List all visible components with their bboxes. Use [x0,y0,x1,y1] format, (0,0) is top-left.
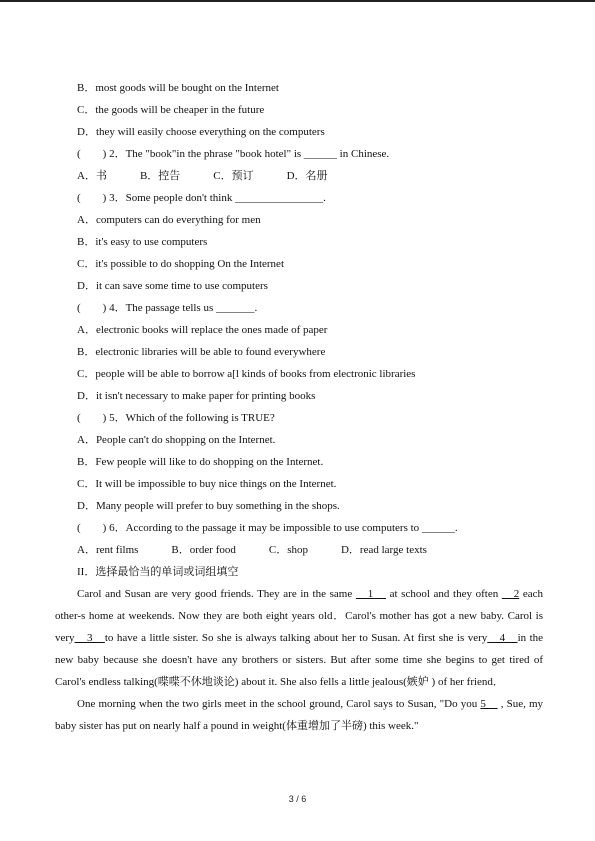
option-line: B．most goods will be bought on the Internet [77,82,279,94]
passage-text: each other-s home at weekends. Now they are both eight years old．Carol's mother has got a new baby. Carol is very [55,588,544,644]
passage-text: at school and they often [385,588,502,600]
option-line: B．it's easy to use computers [77,236,208,248]
blank-1: 1 [355,588,386,600]
passage-text: to have a little sister. So she is always talking about her to Susan. At first she is very [104,632,488,644]
option-line: C．people will be able to borrow a[l kinds of books from electronic libraries [77,368,416,380]
option-line: C．the goods will be cheaper in the future [77,104,265,116]
cloze-paragraph-2 [55,693,543,737]
document-body [55,77,543,737]
cloze-paragraph-1 [55,583,543,693]
option-line: A．People can't do shopping on the Internet. [77,434,276,446]
blank-4: 4 [487,632,518,644]
option-line: D．they will easily choose everything on the computers [77,126,325,138]
option-line: A．computers can do everything for men [77,214,261,226]
question-3: ( ) 3．Some people don't think ________________. [77,192,326,204]
passage-text: in the new baby because she doesn't have any brothers or sisters. But after some time she begins to get tired of Carol's endless talking(喋喋不休地谈论) about it. She also fells a little jealous(嫉妒 ) of her friend． [55,632,544,688]
option-line: D．Many people will prefer to buy something in the shops. [77,500,340,512]
blank-3: 3 [74,632,105,644]
question-2: ( ) 2．The "book"in the phrase "book hotel" is ______ in Chinese. [77,148,390,160]
top-rule [0,0,595,2]
page-number: 3 / 6 [288,794,307,804]
option-line: A．rent films B．order food C．shop D．read large texts [77,544,427,556]
question-6: ( ) 6．According to the passage it may be impossible to use computers to ______. [77,522,458,534]
passage-text: , Sue, my baby sister has put on nearly half a pound in weight(体重增加了半磅) this week." [55,698,544,732]
blank-5: 5 [480,698,498,710]
blank-2: 2 [501,588,520,600]
passage-text: One morning when the two girls meet in the school ground, Carol says to Susan, "Do you [77,698,481,710]
option-line: D．it can save some time to use computers [77,280,268,292]
passage-text: Carol and Susan are very good friends. They are in the same [77,588,356,600]
section-heading: II．选择最恰当的单词或词组填空 [77,566,239,578]
option-line: A．书 B．控告 C．预订 D．名册 [77,170,328,182]
option-line: B．Few people will like to do shopping on the Internet. [77,456,324,468]
question-5: ( ) 5．Which of the following is TRUE? [77,412,275,424]
option-line: C．It will be impossible to buy nice things on the Internet. [77,478,337,490]
option-line: B．electronic libraries will be able to found everywhere [77,346,326,358]
option-line: C．it's possible to do shopping On the Internet [77,258,284,270]
option-line: A．electronic books will replace the ones made of paper [77,324,328,336]
question-4: ( ) 4．The passage tells us _______. [77,302,258,314]
option-line: D．it isn't necessary to make paper for printing books [77,390,316,402]
